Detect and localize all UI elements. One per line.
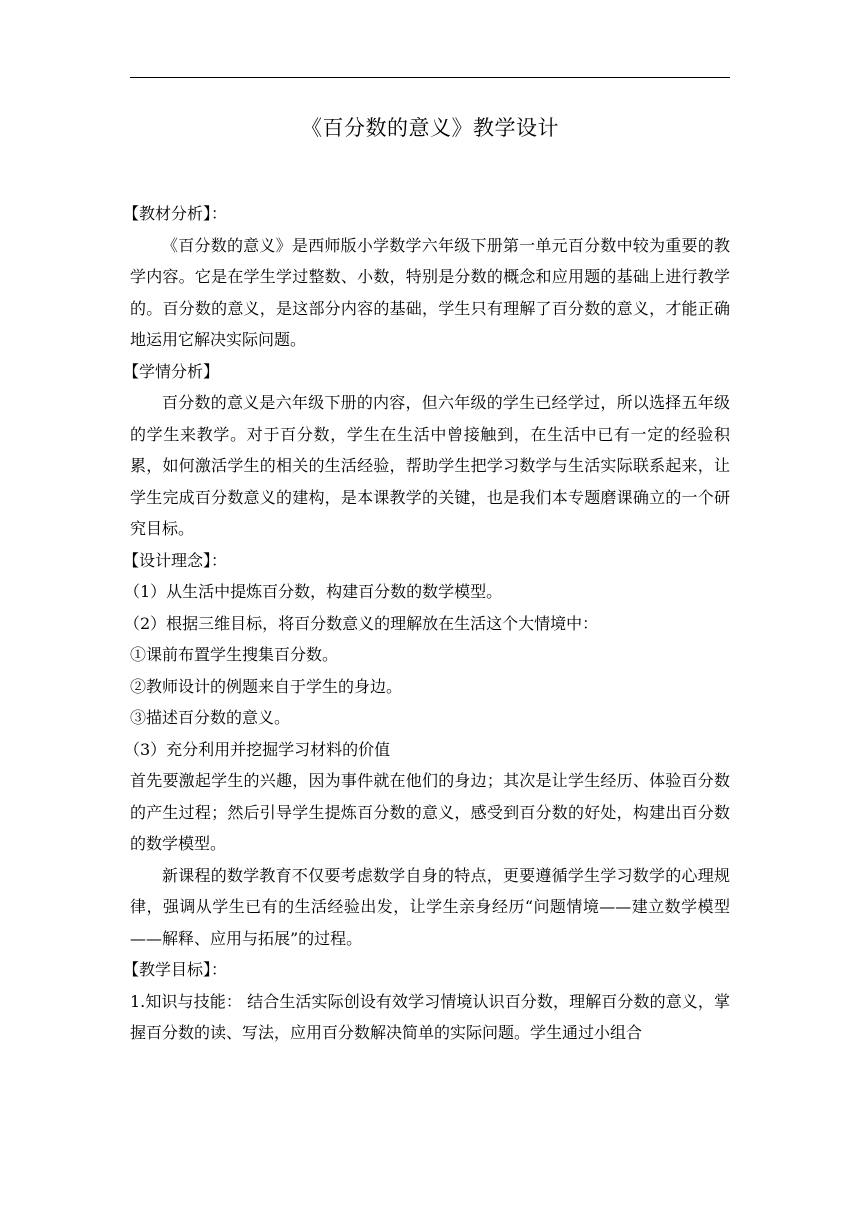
design-concept-subitem-3: ③描述百分数的意义。 bbox=[130, 708, 291, 727]
document-title: 《百分数的意义》教学设计 bbox=[301, 116, 559, 140]
student-analysis-heading: 【学情分析】 bbox=[123, 361, 220, 381]
design-concept-item-1: （1）从生活中提炼百分数，构建百分数的数学模型。 bbox=[124, 582, 503, 601]
student-analysis-paragraph: 百分数的意义是六年级下册的内容，但六年级的学生已经学过，所以选择五年级的学生来教学。对于百分数，学生在生活中曾接触到，在生活中已有一定的经验积累，如何激活学生的相关的生活经验，帮助学生把学习数学与生活实际联系起来，让学生完成百分数意义的建构，是本课教学的关键，也是我们本专题磨课确立的一个研究目标。 bbox=[130, 393, 730, 538]
teaching-goal-1: 1.知识与技能： 结合生活实际创设有效学习情境认识百分数，理解百分数的意义，掌握百分数的读、写法，应用百分数解决简单的实际问题。学生通过小组合 bbox=[130, 991, 730, 1042]
design-concept-paragraph-1: 首先要激起学生的兴趣，因为事件就在他们的身边；其次是让学生经历、体验百分数的产生过程；然后引导学生提炼百分数的意义，感受到百分数的好处，构建出百分数的数学模型。 bbox=[130, 771, 730, 853]
design-concept-paragraph-2: 新课程的数学教育不仅要考虑数学自身的特点，更要遵循学生学习数学的心理规律，强调从学生已有的生活经验出发，让学生亲身经历“问题情境——建立数学模型——解释、应用与拓展”的过程。 bbox=[130, 865, 730, 948]
material-analysis-heading: 【教材分析】： bbox=[123, 204, 228, 223]
teaching-goals-heading: 【教学目标】： bbox=[123, 960, 228, 979]
material-analysis-paragraph: 《百分数的意义》是西师版小学数学六年级下册第一单元百分数中较为重要的教学内容。它是在学生学过整数、小数，特别是分数的概念和应用题的基础上进行教学的。百分数的意义，是这部分内容的基础，学生只有理解了百分数的意义，才能正确地运用它解决实际问题。 bbox=[130, 235, 730, 349]
design-concept-subitem-2: ②教师设计的例题来自于学生的身边。 bbox=[130, 676, 403, 696]
document-body bbox=[123, 198, 730, 1049]
design-concept-item-2: （2）根据三维目标，将百分数意义的理解放在生活这个大情境中： bbox=[124, 613, 599, 633]
design-concept-subitem-1: ①课前布置学生搜集百分数。 bbox=[130, 645, 339, 664]
design-concept-heading: 【设计理念】： bbox=[123, 550, 228, 570]
design-concept-item-3: （3）充分利用并挖掘学习材料的价值 bbox=[124, 739, 391, 759]
header-rule bbox=[130, 77, 730, 78]
